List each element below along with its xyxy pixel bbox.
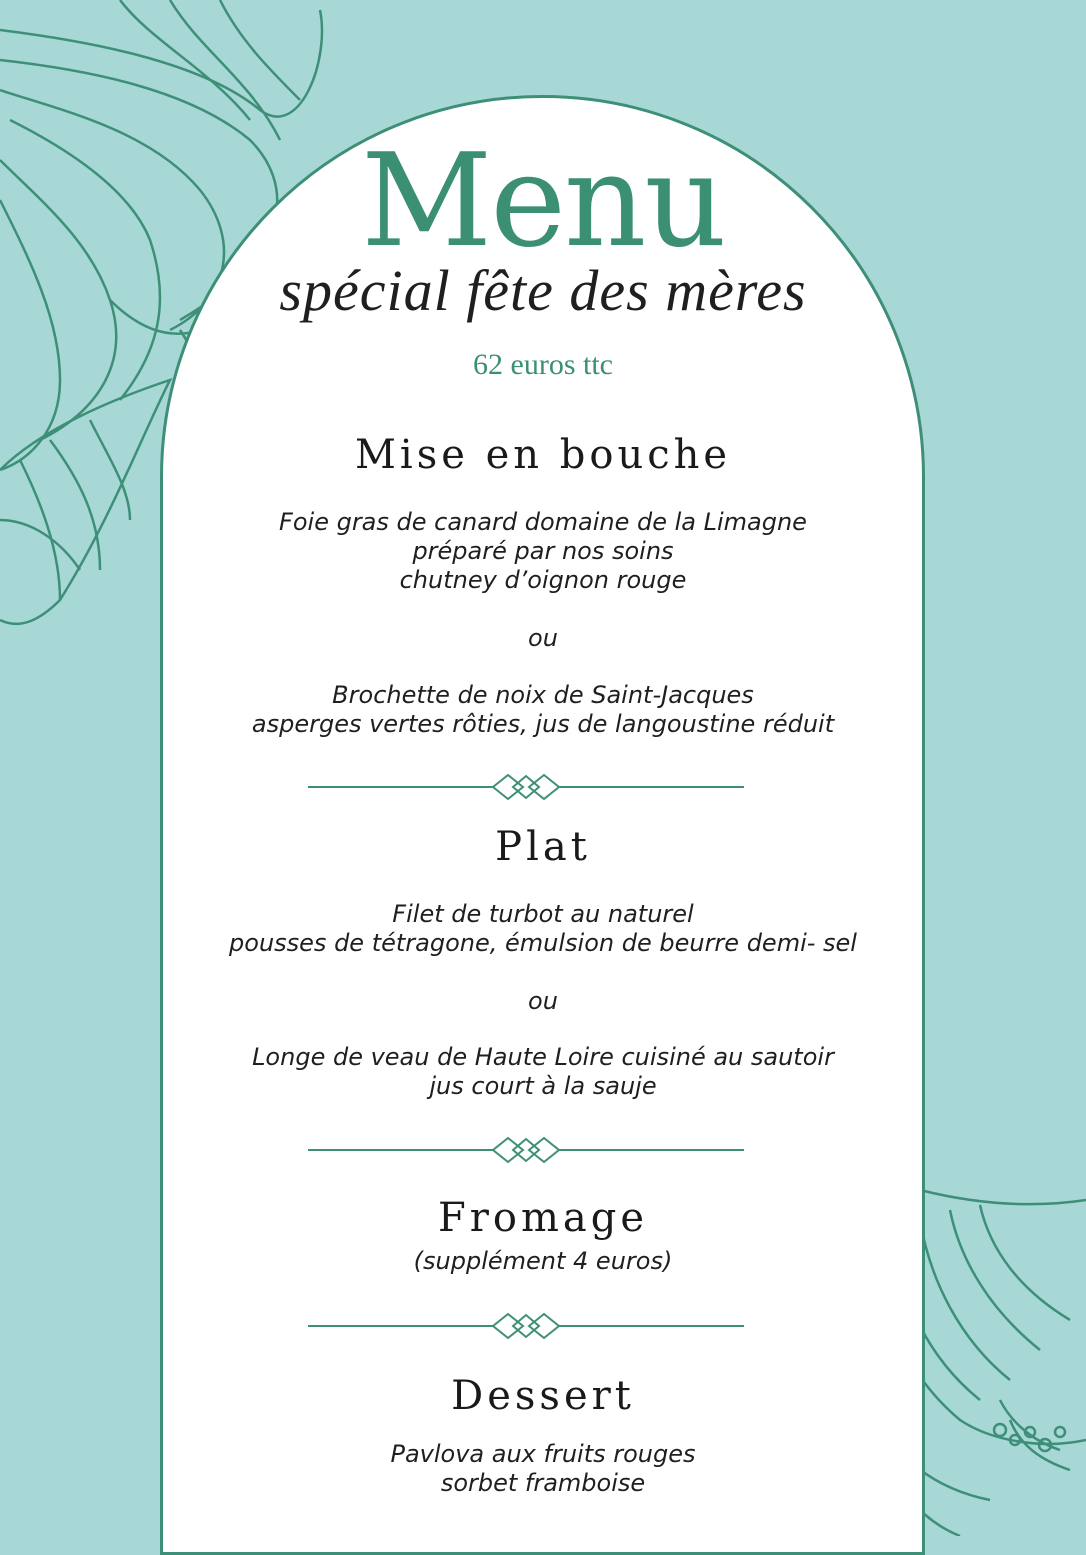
dish-line: sorbet framboise bbox=[440, 1469, 646, 1497]
dish-line: pousses de tétragone, émulsion de beurre demi- sel bbox=[229, 929, 857, 957]
dish-option bbox=[0, 1440, 1086, 1498]
dish-option bbox=[0, 900, 1086, 958]
price: 62 euros ttc bbox=[473, 348, 613, 381]
dish-line: Longe de veau de Haute Loire cuisiné au sautoir bbox=[252, 1043, 834, 1071]
section-title-plat: Plat bbox=[495, 824, 591, 870]
dish-option bbox=[0, 508, 1086, 595]
separator-or: ou bbox=[528, 987, 558, 1015]
dish-line: Brochette de noix de Saint-Jacques bbox=[332, 681, 754, 709]
dish-line: jus court à la sauje bbox=[429, 1072, 657, 1100]
page-title: Menu bbox=[361, 127, 725, 276]
supplement-note: (supplément 4 euros) bbox=[413, 1247, 673, 1275]
dish-line: Foie gras de canard domaine de la Limagne bbox=[279, 508, 807, 536]
diamond-ornament-icon bbox=[308, 1311, 744, 1341]
dish-line: Filet de turbot au naturel bbox=[392, 900, 694, 928]
section-title-dessert: Dessert bbox=[451, 1373, 635, 1419]
dish-line: préparé par nos soins bbox=[412, 537, 674, 565]
section-title-mise-en-bouche: Mise en bouche bbox=[354, 432, 732, 478]
dish-line: asperges vertes rôties, jus de langoustine réduit bbox=[251, 710, 835, 738]
diamond-ornament-icon bbox=[308, 1135, 744, 1165]
dish-option bbox=[0, 1043, 1086, 1101]
diamond-ornament-icon bbox=[308, 772, 744, 802]
dish-line: chutney d’oignon rouge bbox=[399, 566, 687, 594]
section-title-fromage: Fromage bbox=[437, 1195, 648, 1241]
separator-or: ou bbox=[528, 624, 558, 652]
dish-line: Pavlova aux fruits rouges bbox=[390, 1440, 696, 1468]
page-subtitle: spécial fête des mères bbox=[279, 258, 807, 323]
dish-option bbox=[0, 681, 1086, 739]
